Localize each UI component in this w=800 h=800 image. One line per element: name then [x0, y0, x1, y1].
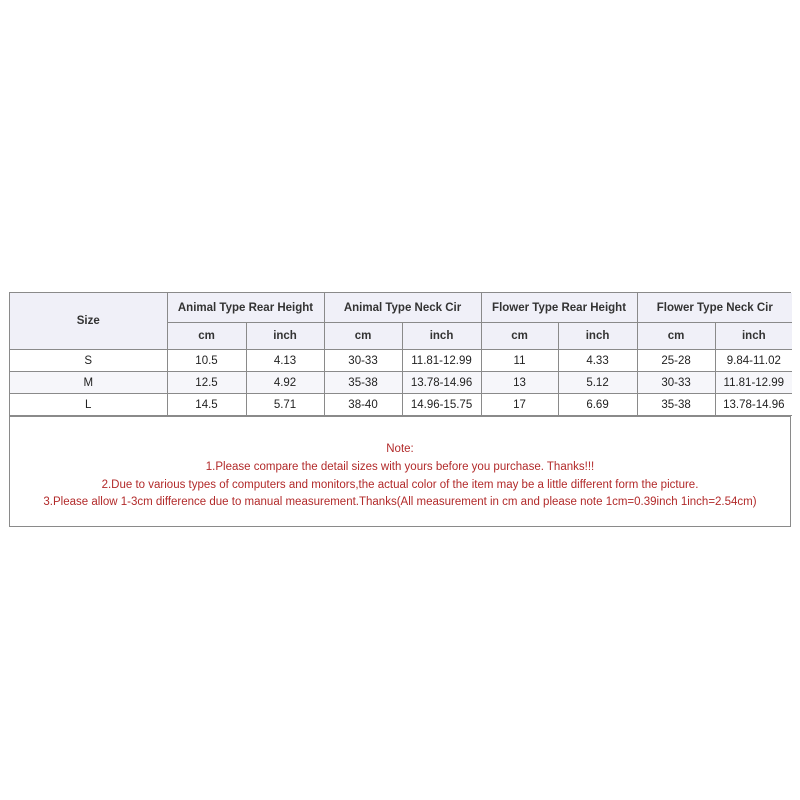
unit-header: cm	[167, 323, 246, 350]
table-row	[10, 350, 792, 372]
table-cell: 9.84-11.02	[715, 350, 792, 372]
group-header-animal-rear-height: Animal Type Rear Height	[167, 293, 324, 323]
group-header-animal-neck-cir: Animal Type Neck Cir	[324, 293, 481, 323]
table-cell: 38-40	[324, 394, 402, 416]
table-cell: 4.33	[558, 350, 637, 372]
note-line: 2.Due to various types of computers and monitors,the actual color of the item may be a little different form the picture.	[101, 478, 699, 491]
table-cell: 13	[481, 372, 558, 394]
table-cell: 6.69	[558, 394, 637, 416]
size-table	[10, 293, 792, 416]
unit-header: inch	[246, 323, 324, 350]
table-cell: 17	[481, 394, 558, 416]
size-cell: S	[10, 350, 167, 372]
table-cell: 5.71	[246, 394, 324, 416]
table-cell: 13.78-14.96	[402, 372, 481, 394]
group-header-flower-rear-height: Flower Type Rear Height	[481, 293, 637, 323]
unit-header: cm	[481, 323, 558, 350]
group-header-flower-neck-cir: Flower Type Neck Cir	[637, 293, 792, 323]
table-cell: 11.81-12.99	[715, 372, 792, 394]
notes-panel	[10, 416, 790, 526]
table-cell: 35-38	[637, 394, 715, 416]
size-chart	[9, 292, 791, 527]
table-cell: 14.5	[167, 394, 246, 416]
unit-header: cm	[324, 323, 402, 350]
table-cell: 11	[481, 350, 558, 372]
unit-header: inch	[558, 323, 637, 350]
table-cell: 13.78-14.96	[715, 394, 792, 416]
table-cell: 5.12	[558, 372, 637, 394]
table-cell: 30-33	[637, 372, 715, 394]
table-cell: 25-28	[637, 350, 715, 372]
unit-header: inch	[715, 323, 792, 350]
table-cell: 11.81-12.99	[402, 350, 481, 372]
note-title: Note:	[386, 443, 414, 455]
table-row	[10, 394, 792, 416]
note-line: 1.Please compare the detail sizes with yours before you purchase. Thanks!!!	[205, 460, 595, 473]
size-header: Size	[10, 293, 167, 350]
unit-header: cm	[637, 323, 715, 350]
table-cell: 14.96-15.75	[402, 394, 481, 416]
note-line: 3.Please allow 1-3cm difference due to manual measurement.Thanks(All measurement in cm and please note 1cm=0.39inch 1inch=2.54cm)	[43, 496, 757, 509]
table-cell: 10.5	[167, 350, 246, 372]
table-cell: 12.5	[167, 372, 246, 394]
size-cell: M	[10, 372, 167, 394]
unit-header: inch	[402, 323, 481, 350]
table-cell: 4.92	[246, 372, 324, 394]
table-row	[10, 372, 792, 394]
size-cell: L	[10, 394, 167, 416]
table-cell: 4.13	[246, 350, 324, 372]
table-cell: 30-33	[324, 350, 402, 372]
table-cell: 35-38	[324, 372, 402, 394]
